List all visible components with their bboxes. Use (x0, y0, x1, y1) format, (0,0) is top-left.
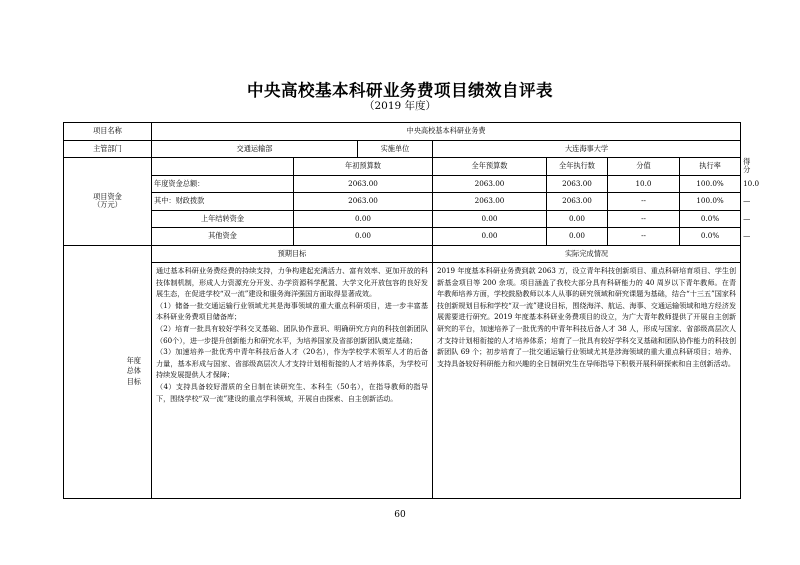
expected-paragraph: （2）培育一批具有较好学科交叉基础、团队协作意识、明确研究方向的科技创新团队（60个），进一步提升创新能力和研究水平，为培养国家及省部创新团队奠定基础； (156, 324, 428, 345)
funds-cell: 0.0% (680, 210, 741, 228)
annual-goal-label: 年度 总体 目标 (64, 245, 152, 499)
funds-header-blank (152, 158, 294, 176)
evaluation-table: 项目名称 中央高校基本科研业务费 主管部门 交通运输部 实施单位 大连海事大学 项目资金 （万元） 年初预算数 全年预算数 全年执行数 分值 执行率 得分 年度资金总额： 2063.00 2063.00 2063.00 10.0 100.0% 10.0 其中：财政拨款 2063.00 2063.00 2063.00 -- 100.0% — 上年结转资金 0.00 0.00 0.00 -- 0.0% — 其他资金 0.00 0.00 0.00 -- 0.0% — 年度 总体 目标 预期目标 实际完成情况 通过基本科研业务费经费的持续支持，力争构建起充满活力、富有效率、更加开放的科技体制机制，形成人力资源充分开发、办学资源科学配置、大学文化开放包容的良好发展生态，在促进学校“双一流”建设和服务海洋强国方面取得显著成效。 （1）储备一批交通运输行业领域尤其是海事领域的重大重点科研项目，进一步丰富基本科研业务费项目储备库； （2）培育一批具有较好学科交叉基础、团队协作意识、明确研究方向的科技创新团队（60个），进一步提升创新能力和研究水平，为培养国家及省部创新团队奠定基础； （3）加速培养一批优秀中青年科技后备人才（20名），作为学校学术领军人才的后备力量，基本形成与国家、省部级高层次人才支持计划相衔接的人才培养体系，为学校可持续发展提供人才保障； （4）支持具备较好潜质的全日制在读研究生、本科生（50名），在指导教师的指导下，围绕学校“双一流”建设的重点学科领域，开展自由探索、自主创新活动。 2019 年度基本科研业务费到款 2063 万，设立青年科技创新项目、重点科研培育项目、学生创新基金项目等 200 余项。项目涵盖了我校大部分具有科研能力的 40 周岁以下青年教师。在青年教师培养方面，学校鼓励教师以本人从事的研究领域和研究课题为基础，结合“十三五”国家科技创新规划目标和学校“双一流”建设目标，围绕海洋、航运、海事、交通运输领域和地方经济发展需要进行研究。2019 年度基本科研业务费项目的设立，为广大青年教师提供了开展自主创新研究的平台，加速培养了一批优秀的中青年科技后备人才 38 人，形成与国家、省部级高层次人才支持计划相衔接的人才培养体系；培育了一批具有较好学科交叉基础和团队协作能力的科技创新团队 69 个；初步培育了一批交通运输行业领域尤其是涉海领域的重大重点科研项目；培养、支持具备较好科研能力和兴趣的全日制研究生在导师指导下积极开展科研探索和自主创新活动。 (63, 122, 741, 499)
funds-cell: 0.00 (547, 228, 608, 246)
actual-results (433, 263, 741, 499)
funds-cell: 2063.00 (433, 175, 547, 193)
funds-cell: 100.0% (680, 193, 741, 211)
funds-cell: 0.00 (294, 210, 433, 228)
funds-row-label: 上年结转资金 (152, 210, 294, 228)
funds-cell: 100.0% (680, 175, 741, 193)
page-number: 60 (394, 510, 406, 520)
actual-paragraph: 2019 年度基本科研业务费到款 2063 万，设立青年科技创新项目、重点科研培育项目、学生创新基金项目等 200 余项。项目涵盖了我校大部分具有科研能力的 40 周岁以下青年教师。在青年教师培养方面，学校鼓励教师以本人从事的研究领域和研究课题为基础，结合“十三五”国家科技创新规划目标和学校“双一流”建设目标，围绕海洋、航运、海事、交通运输领域和地方经济发展需要进行研究。2019 年度基本科研业务费项目的设立，为广大青年教师提供了开展自主创新研究的平台，加速培养了一批优秀的中青年科技后备人才 38 人，形成与国家、省部级高层次人才支持计划相衔接的人才培养体系；培育了一批具有较好学科交叉基础和团队协作能力的科技创新团队 69 个；初步培育了一批交通运输行业领域尤其是涉海领域的重大重点科研项目；培养、支持具备较好科研能力和兴趣的全日制研究生在导师指导下积极开展科研探索和自主创新活动。 (437, 266, 737, 368)
funds-cell: 0.00 (294, 228, 433, 246)
project-name-label: 项目名称 (64, 123, 152, 141)
funds-cell: 2063.00 (547, 193, 608, 211)
funds-row-label: 其他资金 (152, 228, 294, 246)
funds-cell: 0.00 (547, 210, 608, 228)
funds-label: 项目资金 （万元） (64, 158, 152, 246)
actual-header: 实际完成情况 (433, 245, 741, 263)
page-title: 中央高校基本科研业务费项目绩效自评表 (247, 81, 553, 100)
impl-label: 实施单位 (358, 140, 433, 158)
funds-header: 全年预算数 (433, 158, 547, 176)
expected-header: 预期目标 (152, 245, 433, 263)
dept-value: 交通运输部 (152, 140, 358, 158)
funds-cell: 0.0% (680, 228, 741, 246)
dept-label: 主管部门 (64, 140, 152, 158)
page-subtitle: （2019 年度） (363, 100, 437, 112)
expected-goals (152, 263, 433, 499)
funds-cell: 2063.00 (433, 193, 547, 211)
funds-cell: 0.00 (433, 228, 547, 246)
funds-header: 分值 (608, 158, 680, 176)
funds-cell: 10.0 (608, 175, 680, 193)
funds-cell: 2063.00 (294, 193, 433, 211)
expected-paragraph: （4）支持具备较好潜质的全日制在读研究生、本科生（50名），在指导教师的指导下，围绕学校“双一流”建设的重点学科领域，开展自由探索、自主创新活动。 (156, 382, 428, 403)
impl-value: 大连海事大学 (433, 140, 741, 158)
funds-cell: -- (608, 193, 680, 211)
funds-cell: 2063.00 (547, 175, 608, 193)
funds-cell: 2063.00 (294, 175, 433, 193)
expected-paragraph: （3）加速培养一批优秀中青年科技后备人才（20名），作为学校学术领军人才的后备力量，基本形成与国家、省部级高层次人才支持计划相衔接的人才培养体系，为学校可持续发展提供人才保障； (156, 347, 428, 380)
expected-paragraph: （1）储备一批交通运输行业领域尤其是海事领域的重大重点科研项目，进一步丰富基本科研业务费项目储备库； (156, 300, 428, 322)
project-name-value: 中央高校基本科研业务费 (152, 123, 741, 141)
funds-row-label: 其中：财政拨款 (152, 193, 294, 211)
expected-paragraph: 通过基本科研业务费经费的持续支持，力争构建起充满活力、富有效率、更加开放的科技体制机制，形成人力资源充分开发、办学资源科学配置、大学文化开放包容的良好发展生态，在促进学校“双一流”建设和服务海洋强国方面取得显著成效。 (156, 266, 428, 299)
funds-cell: -- (608, 228, 680, 246)
funds-header: 年初预算数 (294, 158, 433, 176)
funds-header: 全年执行数 (547, 158, 608, 176)
funds-row-label: 年度资金总额： (152, 175, 294, 193)
funds-header: 执行率 (680, 158, 741, 176)
funds-cell: -- (608, 210, 680, 228)
funds-cell: 0.00 (433, 210, 547, 228)
